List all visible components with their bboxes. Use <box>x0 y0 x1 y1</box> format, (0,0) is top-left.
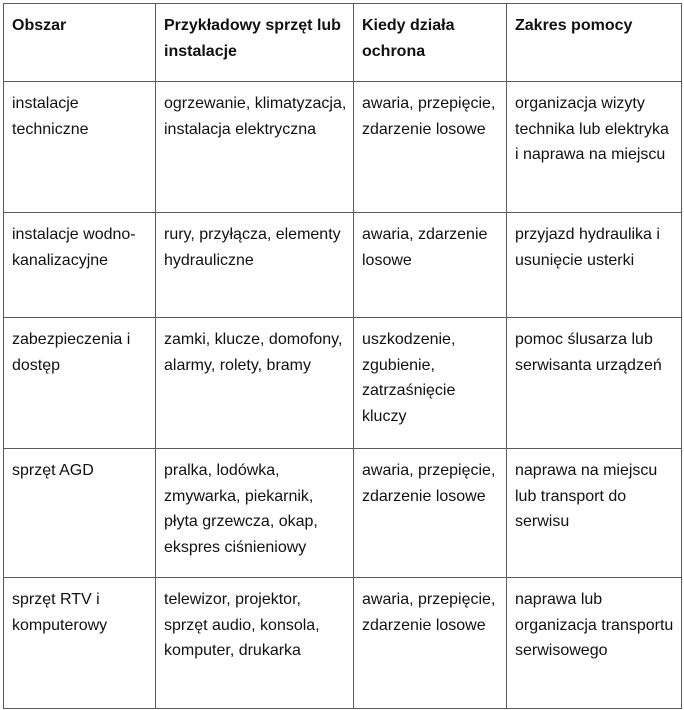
cell-when-protected: awaria, przepięcie, zdarzenie losowe <box>354 449 507 578</box>
table-row <box>4 318 682 449</box>
table-row <box>4 82 682 213</box>
cell-when-protected: awaria, przepięcie, zdarzenie losowe <box>354 578 507 709</box>
table-header <box>4 4 682 82</box>
cell-scope-of-help: pomoc ślusarza lub serwisanta urządzeń <box>507 318 682 449</box>
cell-when-protected: awaria, zdarzenie losowe <box>354 213 507 318</box>
table-row <box>4 213 682 318</box>
cell-area: sprzęt AGD <box>4 449 156 578</box>
cell-equipment: rury, przyłącza, elementy hydrauliczne <box>156 213 354 318</box>
header-scope-of-help: Zakres pomocy <box>507 4 682 82</box>
header-when-protected: Kiedy działa ochrona <box>354 4 507 82</box>
cell-scope-of-help: naprawa na miejscu lub transport do serwisu <box>507 449 682 578</box>
table-row <box>4 578 682 709</box>
header-area: Obszar <box>4 4 156 82</box>
cell-area: sprzęt RTV i komputerowy <box>4 578 156 709</box>
cell-equipment: telewizor, projektor, sprzęt audio, konsola, komputer, drukarka <box>156 578 354 709</box>
cell-area: instalacje wodno-kanalizacyjne <box>4 213 156 318</box>
cell-equipment: pralka, lodówka, zmywarka, piekarnik, płyta grzewcza, okap, ekspres ciśnieniowy <box>156 449 354 578</box>
cell-when-protected: awaria, przepięcie, zdarzenie losowe <box>354 82 507 213</box>
coverage-table <box>3 3 682 709</box>
table-body <box>4 82 682 709</box>
header-equipment: Przykładowy sprzęt lub instalacje <box>156 4 354 82</box>
table-row <box>4 449 682 578</box>
header-row <box>4 4 682 82</box>
cell-area: instalacje techniczne <box>4 82 156 213</box>
cell-scope-of-help: przyjazd hydraulika i usunięcie usterki <box>507 213 682 318</box>
cell-equipment: ogrzewanie, klimatyzacja, instalacja elektryczna <box>156 82 354 213</box>
cell-equipment: zamki, klucze, domofony, alarmy, rolety, bramy <box>156 318 354 449</box>
cell-scope-of-help: naprawa lub organizacja transportu serwisowego <box>507 578 682 709</box>
cell-scope-of-help: organizacja wizyty technika lub elektryka i naprawa na miejscu <box>507 82 682 213</box>
cell-when-protected: uszkodzenie, zgubienie, zatrzaśnięcie kluczy <box>354 318 507 449</box>
cell-area: zabezpieczenia i dostęp <box>4 318 156 449</box>
